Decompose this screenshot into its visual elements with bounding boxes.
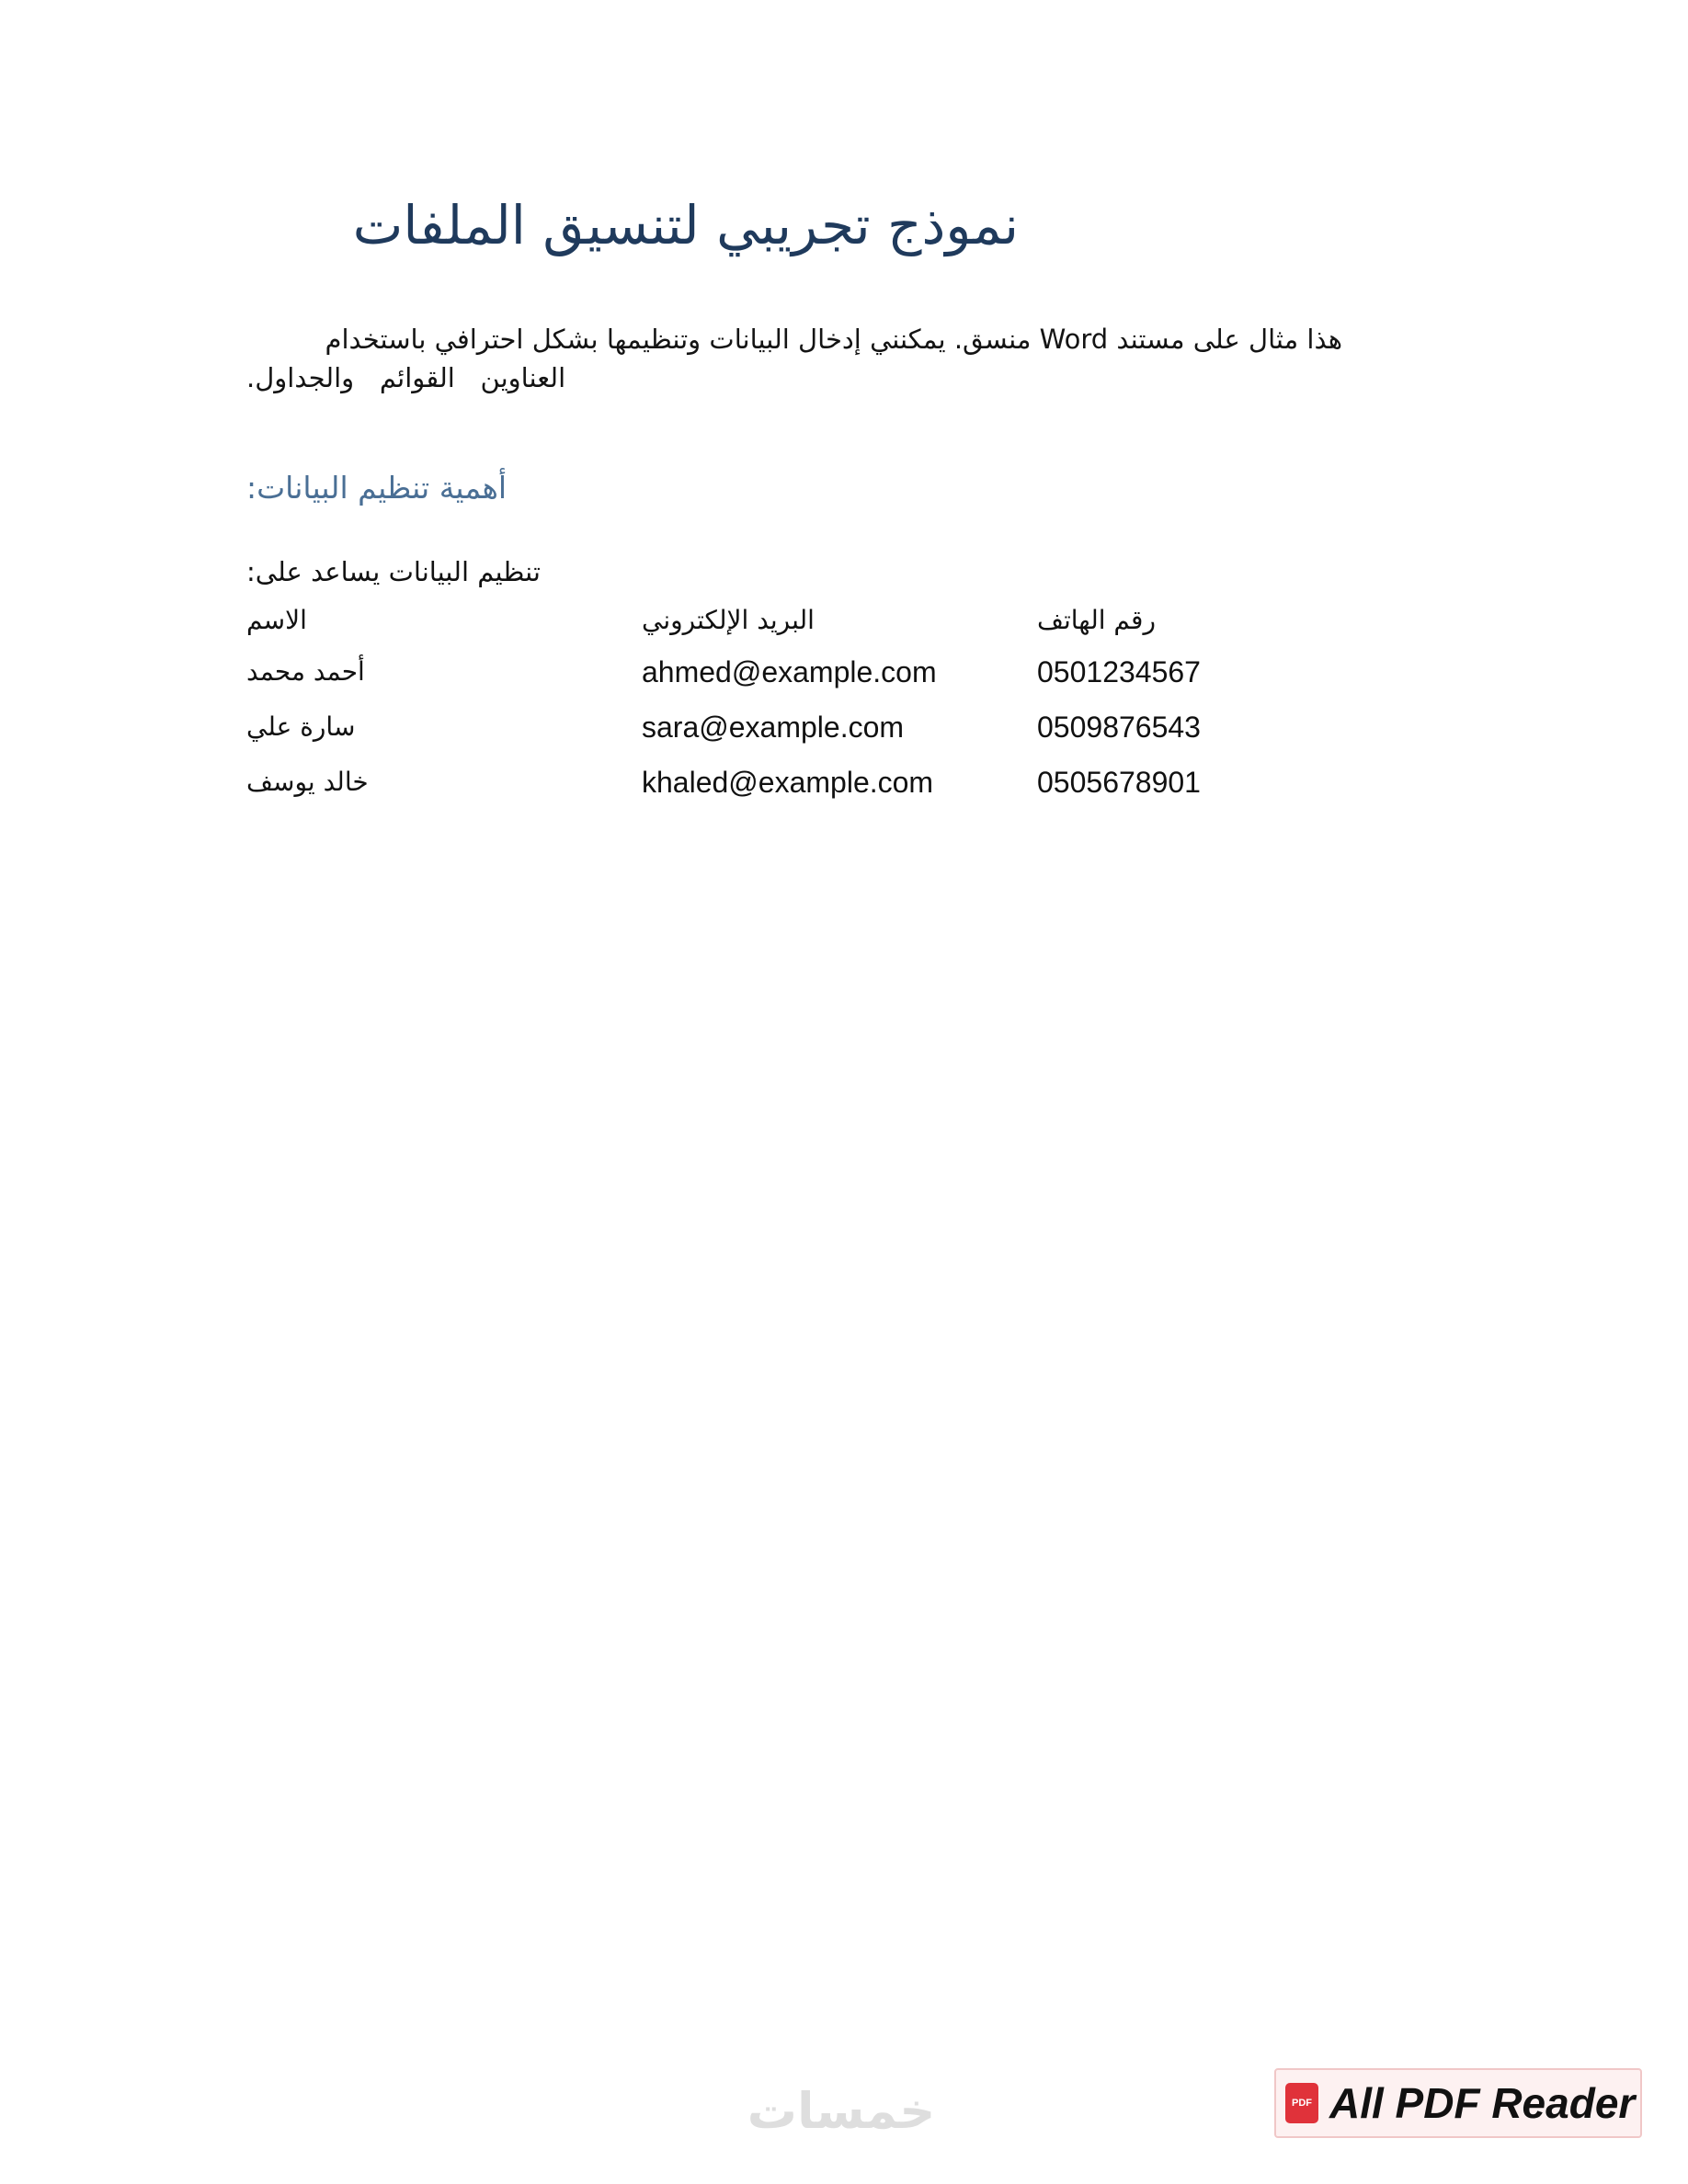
contacts-table	[246, 597, 1258, 814]
section-heading: أهمية تنظيم البيانات:	[246, 470, 508, 506]
intro-line-2	[246, 358, 1342, 397]
table-row	[246, 649, 1258, 704]
pdf-file-icon: PDF	[1285, 2083, 1318, 2123]
cell-name: سارة علي	[246, 711, 356, 742]
all-pdf-reader-badge[interactable]	[1274, 2068, 1642, 2138]
section-lead-text: تنظيم البيانات يساعد على:	[246, 556, 541, 587]
cell-name: خالد يوسف	[246, 767, 369, 797]
table-row	[246, 759, 1258, 814]
header-email: البريد الإلكتروني	[642, 605, 815, 635]
reader-badge-label: All PDF Reader	[1329, 2079, 1636, 2127]
intro-word-headings: العناوين	[480, 362, 566, 393]
intro-word-lists: القوائم	[379, 362, 455, 393]
watermark-logo: خمسات	[747, 2082, 936, 2140]
cell-phone: 0501234567	[1037, 655, 1201, 688]
table-header-row	[246, 597, 1258, 649]
document-title: نموذج تجريبي لتنسيق الملفات	[352, 194, 1019, 256]
table-row	[246, 704, 1258, 759]
cell-phone: 0505678901	[1037, 766, 1201, 799]
header-name: الاسم	[246, 605, 307, 635]
cell-email: khaled@example.com	[642, 766, 934, 799]
intro-paragraph	[246, 320, 1342, 397]
cell-email: ahmed@example.com	[642, 655, 937, 688]
cell-email: sara@example.com	[642, 711, 905, 744]
cell-name: أحمد محمد	[246, 656, 365, 687]
intro-word-tables: والجداول.	[246, 362, 355, 393]
intro-line-1: هذا مثال على مستند Word منسق. يمكنني إدخال البيانات وتنظيمها بشكل احترافي باستخدام	[325, 324, 1342, 355]
header-phone: رقم الهاتف	[1037, 605, 1156, 635]
cell-phone: 0509876543	[1037, 711, 1201, 744]
